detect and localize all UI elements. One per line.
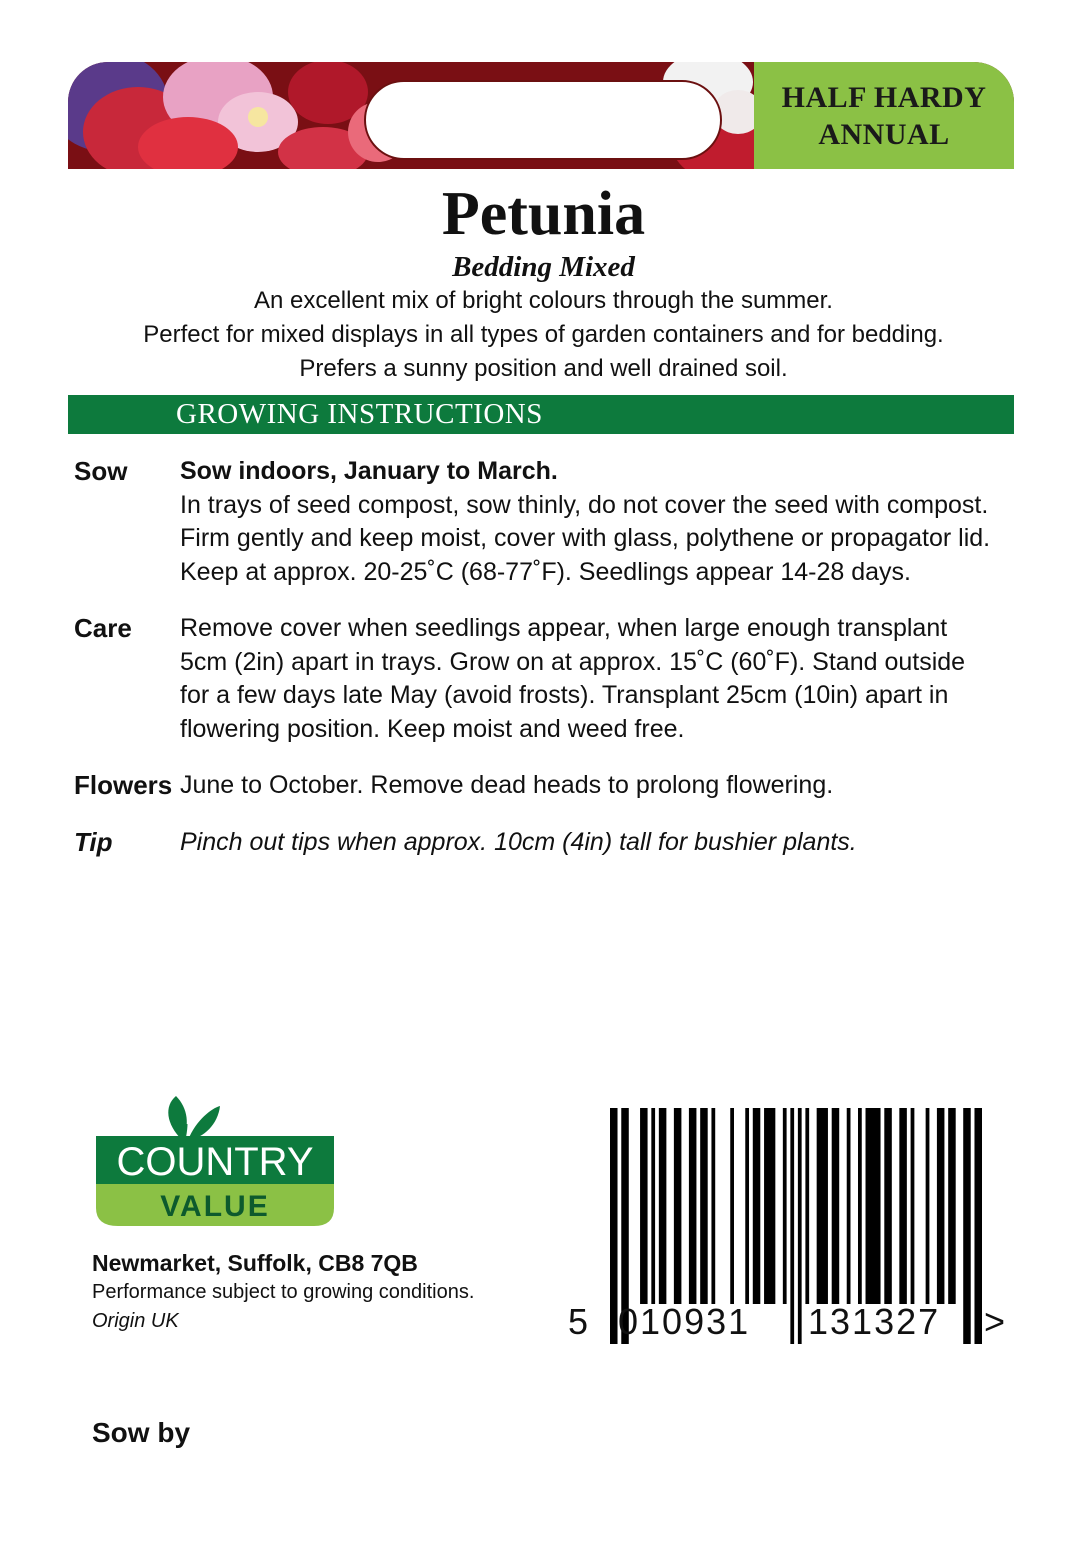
barcode-bar xyxy=(948,1108,956,1304)
growing-instructions-heading: GROWING INSTRUCTIONS xyxy=(176,398,543,430)
barcode-bar xyxy=(610,1108,618,1344)
care-line: flowering position. Keep moist and weed free. xyxy=(180,714,685,743)
barcode-bar xyxy=(640,1108,648,1304)
barcode-left-digits: 010931 xyxy=(618,1301,751,1342)
barcode-bar xyxy=(798,1108,802,1344)
sow-line: Keep at approx. 20-25˚C (68-77˚F). Seedlings appear 14-28 days. xyxy=(180,557,911,586)
barcode-bar xyxy=(783,1108,787,1304)
barcode-bar xyxy=(911,1108,915,1304)
barcode-bar xyxy=(805,1108,809,1304)
sow-instructions xyxy=(180,455,1020,589)
care-line: Remove cover when seedlings appear, when large enough transplant xyxy=(180,614,948,642)
barcode-bar xyxy=(659,1108,667,1304)
care-line: 5cm (2in) apart in trays. Grow on at approx. 15˚C (60˚F). Stand outside xyxy=(180,647,966,676)
company-address: Newmarket, Suffolk, CB8 7QB xyxy=(92,1250,418,1276)
barcode-bar xyxy=(974,1108,982,1344)
badge-line-2: ANNUAL xyxy=(818,117,950,151)
care-line: for a few days late May (avoid frosts). Transplant 25cm (10in) apart in xyxy=(180,681,949,709)
barcode-bar xyxy=(926,1108,930,1304)
barcode-bar xyxy=(832,1108,840,1304)
care-label: Care xyxy=(74,613,132,643)
country-value-logo xyxy=(96,1094,336,1228)
description-line: Prefers a sunny position and well drained soil. xyxy=(299,355,788,382)
logo-word-country: COUNTRY xyxy=(116,1140,314,1184)
origin-note: Origin UK xyxy=(92,1310,179,1332)
barcode-end-mark: > xyxy=(984,1301,1006,1342)
barcode-bar xyxy=(711,1108,715,1304)
barcode-bar xyxy=(937,1108,945,1304)
barcode-first-digit: 5 xyxy=(568,1301,589,1342)
barcode-bar xyxy=(866,1108,881,1304)
tip-text: Pinch out tips when approx. 10cm (4in) tall for bushier plants. xyxy=(180,828,857,856)
barcode-bar xyxy=(899,1108,907,1304)
barcode-bar xyxy=(884,1108,892,1304)
badge-line-1: HALF HARDY xyxy=(781,80,987,114)
barcode-bar xyxy=(963,1108,971,1344)
leaf-icon xyxy=(188,1106,220,1140)
flowers-label: Flowers xyxy=(74,770,173,800)
sow-label: Sow xyxy=(74,456,128,486)
care-instructions xyxy=(180,612,1020,746)
barcode-bar xyxy=(651,1108,655,1304)
sow-lead: Sow indoors, January to March. xyxy=(180,457,558,485)
sow-by-label: Sow by xyxy=(92,1417,191,1448)
barcode-bar xyxy=(730,1108,734,1304)
logo-word-value: VALUE xyxy=(160,1190,270,1223)
barcode-bar xyxy=(858,1108,862,1304)
barcode-bar xyxy=(689,1108,697,1304)
barcode-bar xyxy=(764,1108,775,1304)
barcode-bar xyxy=(745,1108,749,1304)
barcode-bar xyxy=(790,1108,794,1344)
product-name: Petunia xyxy=(441,180,646,248)
logo-graphic xyxy=(96,1094,336,1228)
barcode-bar xyxy=(674,1108,682,1304)
performance-note: Performance subject to growing conditions. xyxy=(92,1281,475,1303)
barcode-bar xyxy=(817,1108,828,1304)
barcode-bar xyxy=(847,1108,851,1304)
flowers-text: June to October. Remove dead heads to prolong flowering. xyxy=(180,771,834,799)
plant-type-badge xyxy=(754,62,1014,169)
barcode-bar xyxy=(753,1108,761,1304)
description-line: An excellent mix of bright colours through the summer. xyxy=(254,287,833,314)
tip-label: Tip xyxy=(74,827,113,857)
barcode-right-digits: 131327 xyxy=(808,1301,941,1342)
product-variety: Bedding Mixed xyxy=(452,251,635,283)
description-line: Perfect for mixed displays in all types of garden containers and for bedding. xyxy=(143,321,944,348)
product-description xyxy=(0,284,1087,386)
sow-line: In trays of seed compost, sow thinly, do not cover the seed with compost. xyxy=(180,490,989,519)
barcode-bar xyxy=(700,1108,708,1304)
sow-line: Firm gently and keep moist, cover with glass, polythene or propagator lid. xyxy=(180,524,991,552)
hanger-hole xyxy=(364,80,722,160)
